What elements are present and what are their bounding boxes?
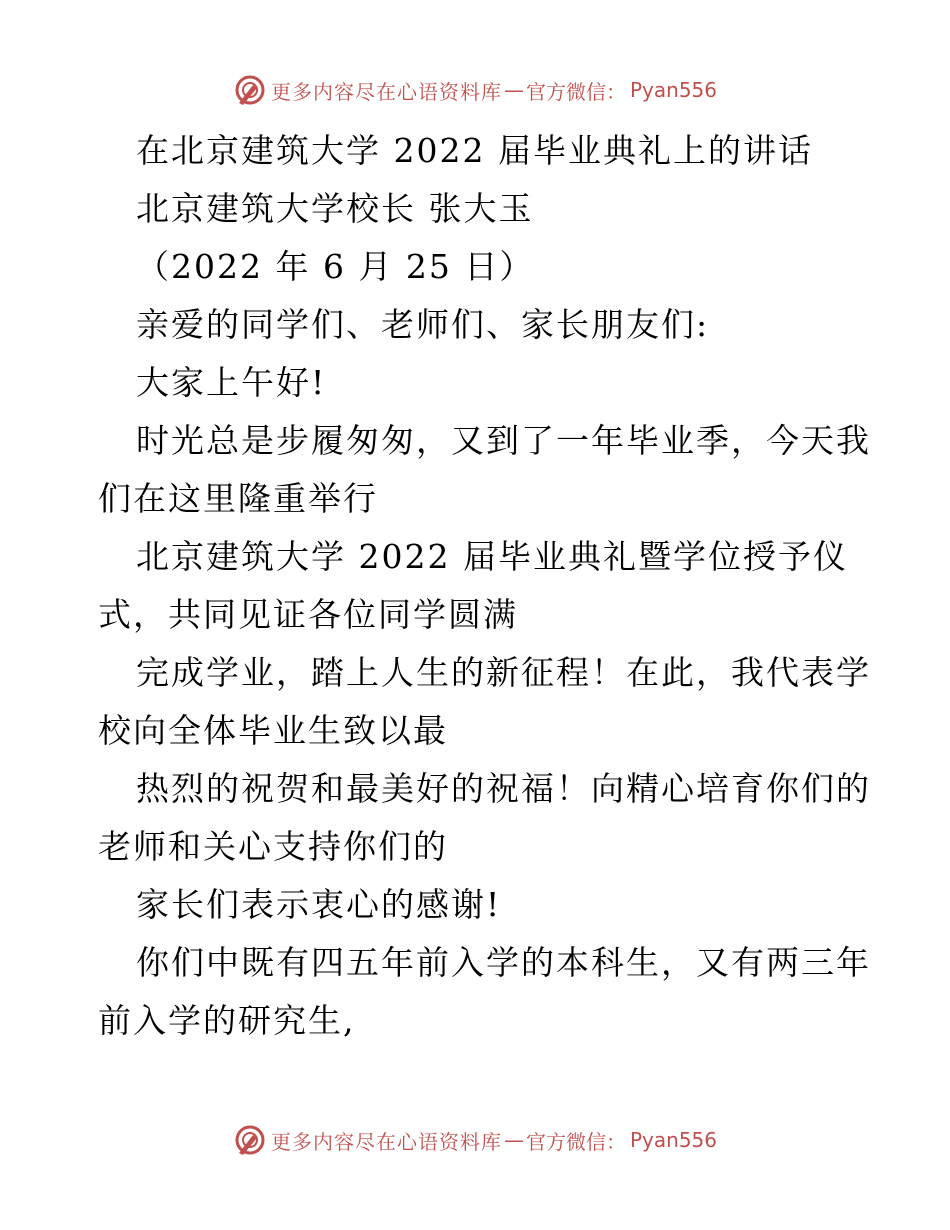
footer-brand-text: 更多内容尽在心语资料库 <box>270 1129 502 1154</box>
date-line: （2022 年 6 月 25 日） <box>136 247 535 286</box>
header-banner <box>0 70 950 110</box>
header-wechat-label: 官方微信： <box>525 79 626 104</box>
paragraph-line: 式，共同见证各位同学圆满 <box>98 595 518 634</box>
paragraph-line: 时光总是步履匆匆，又到了一年毕业季，今天我 <box>136 421 871 460</box>
header-brand-text: 更多内容尽在心语资料库 <box>270 79 502 104</box>
paragraph-line: 完成学业，踏上人生的新征程！在此，我代表学 <box>136 653 871 692</box>
paragraph-line: 校向全体毕业生致以最 <box>98 711 448 750</box>
paragraph-line: 北京建筑大学 2022 届毕业典礼暨学位授予仪 <box>136 537 848 576</box>
paragraph-line: 老师和关心支持你们的 <box>98 827 448 866</box>
paragraph-line: 热烈的祝贺和最美好的祝福！向精心培育你们的 <box>136 769 871 808</box>
speaker-line: 北京建筑大学校长 张大玉 <box>136 189 534 228</box>
greeting: 大家上午好! <box>136 363 327 402</box>
pen-logo-icon <box>233 1123 267 1157</box>
paragraph-line: 你们中既有四五年前入学的本科生，又有两三年 <box>136 943 871 982</box>
header-separator: — <box>503 78 524 102</box>
paragraph-line: 家长们表示衷心的感谢! <box>136 885 502 924</box>
header-wechat-id: Pyan556 <box>629 78 717 102</box>
footer-separator: — <box>503 1128 524 1152</box>
paragraph-line: 前入学的研究生, <box>98 1001 356 1040</box>
document-body <box>98 122 871 1050</box>
paragraph-line: 们在这里隆重举行 <box>98 479 378 518</box>
speech-title: 在北京建筑大学 2022 届毕业典礼上的讲话 <box>136 131 813 170</box>
pen-logo-icon <box>233 73 267 107</box>
footer-banner <box>0 1120 950 1160</box>
salutation: 亲爱的同学们、老师们、家长朋友们: <box>136 305 710 344</box>
footer-wechat-id: Pyan556 <box>629 1128 717 1152</box>
footer-wechat-label: 官方微信： <box>525 1129 626 1154</box>
